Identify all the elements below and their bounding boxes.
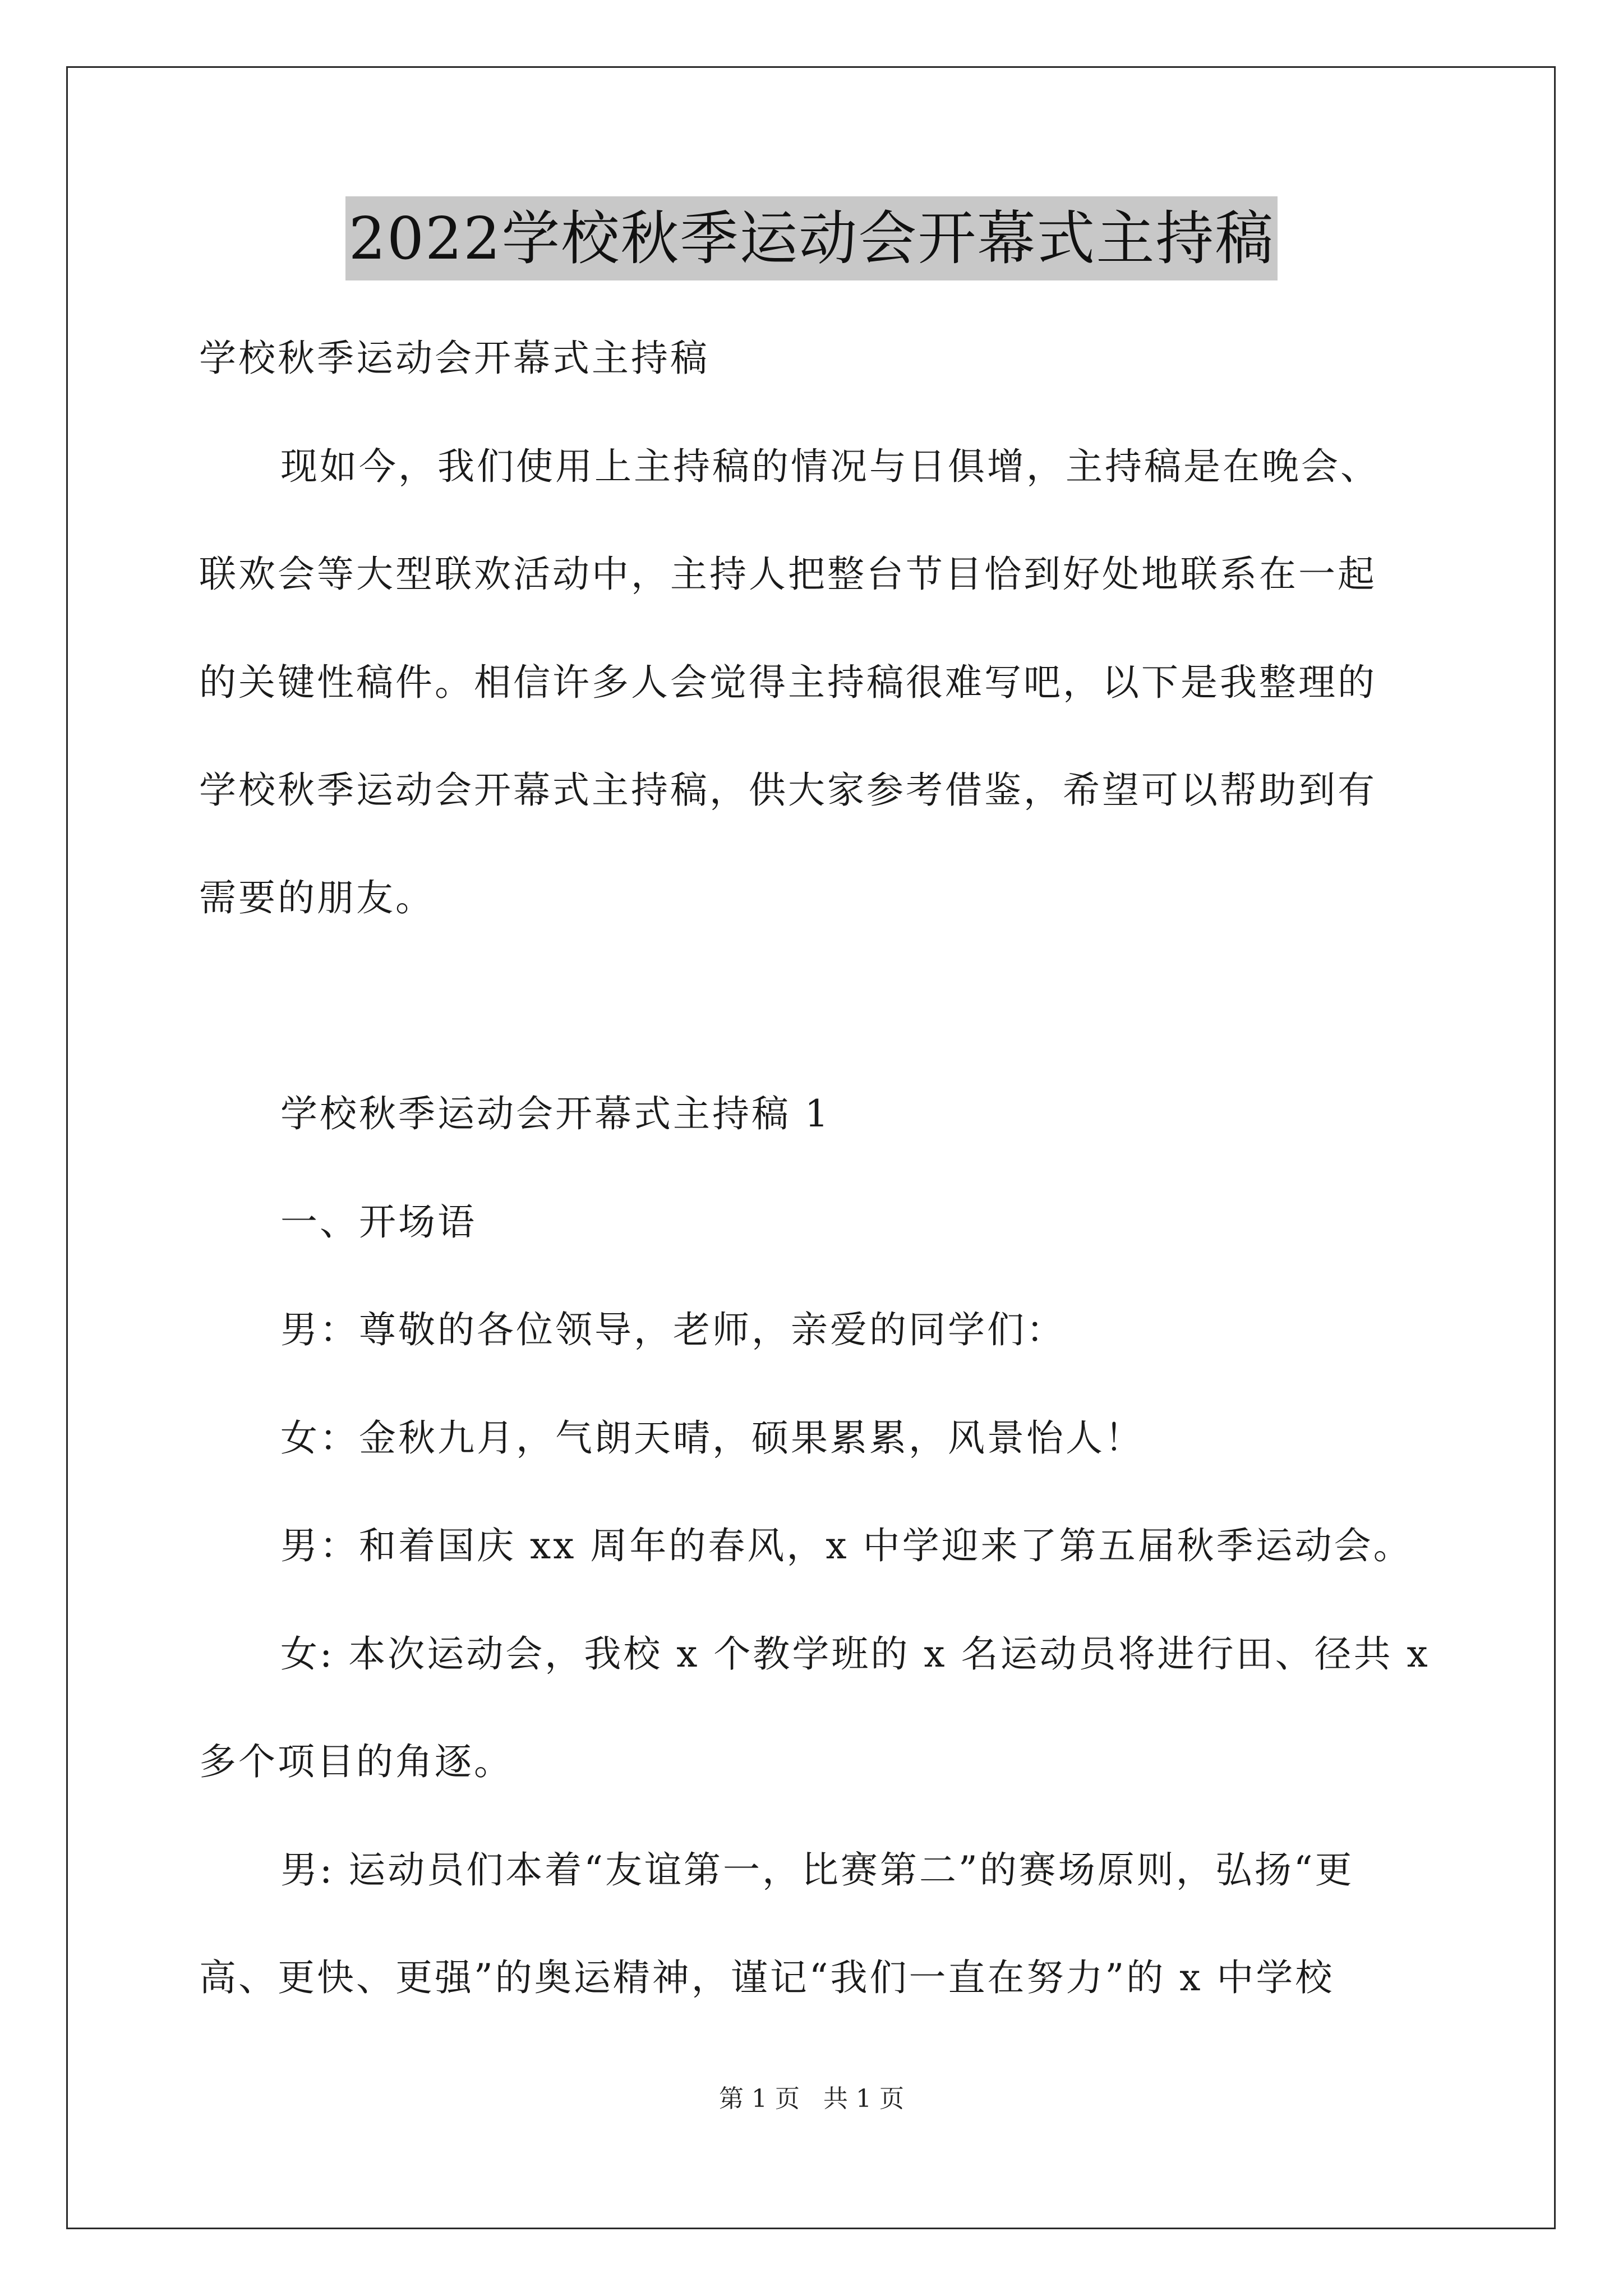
dialogue-line-5-cont: 高、更快、更强”的奥运精神，谨记“我们一直在努力”的 x 中学校 [199, 1956, 1335, 1999]
intro-line-1: 现如今，我们使用上主持稿的情况与日俱增，主持稿是在晚会、 [280, 445, 1380, 488]
subtitle-line: 学校秋季运动会开幕式主持稿 [199, 337, 709, 380]
subsection-heading: 一、开场语 [280, 1200, 477, 1244]
dialogue-line-4-cont: 多个项目的角逐。 [199, 1740, 513, 1783]
intro-line-5: 需要的朋友。 [199, 876, 435, 919]
title-container [0, 196, 1623, 280]
dialogue-line-5: 男: 运动员们本着“友谊第一，比赛第二”的赛场原则，弘扬“更 [280, 1848, 1354, 1892]
dialogue-line-4: 女: 本次运动会，我校 x 个教学班的 x 名运动员将进行田、径共 x [280, 1632, 1430, 1676]
intro-line-4: 学校秋季运动会开幕式主持稿，供大家参考借鉴，希望可以帮助到有 [199, 769, 1377, 812]
document-title: 2022学校秋季运动会开幕式主持稿 [345, 196, 1278, 280]
page-border [66, 66, 1556, 2229]
intro-line-3: 的关键性稿件。相信许多人会觉得主持稿很难写吧，以下是我整理的 [199, 661, 1377, 704]
intro-line-2: 联欢会等大型联欢活动中，主持人把整台节目恰到好处地联系在一起 [199, 553, 1377, 596]
dialogue-line-2: 女：金秋九月，气朗天晴，硕果累累，风景怡人！ [280, 1416, 1144, 1460]
page-footer: 第 1 页 共 1 页 [719, 2085, 904, 2113]
dialogue-line-1: 男：尊敬的各位领导，老师，亲爱的同学们： [280, 1308, 1066, 1351]
section-heading: 学校秋季运动会开幕式主持稿 1 [280, 1092, 831, 1135]
dialogue-line-3: 男：和着国庆 xx 周年的春风，x 中学迎来了第五届秋季运动会。 [280, 1524, 1413, 1567]
